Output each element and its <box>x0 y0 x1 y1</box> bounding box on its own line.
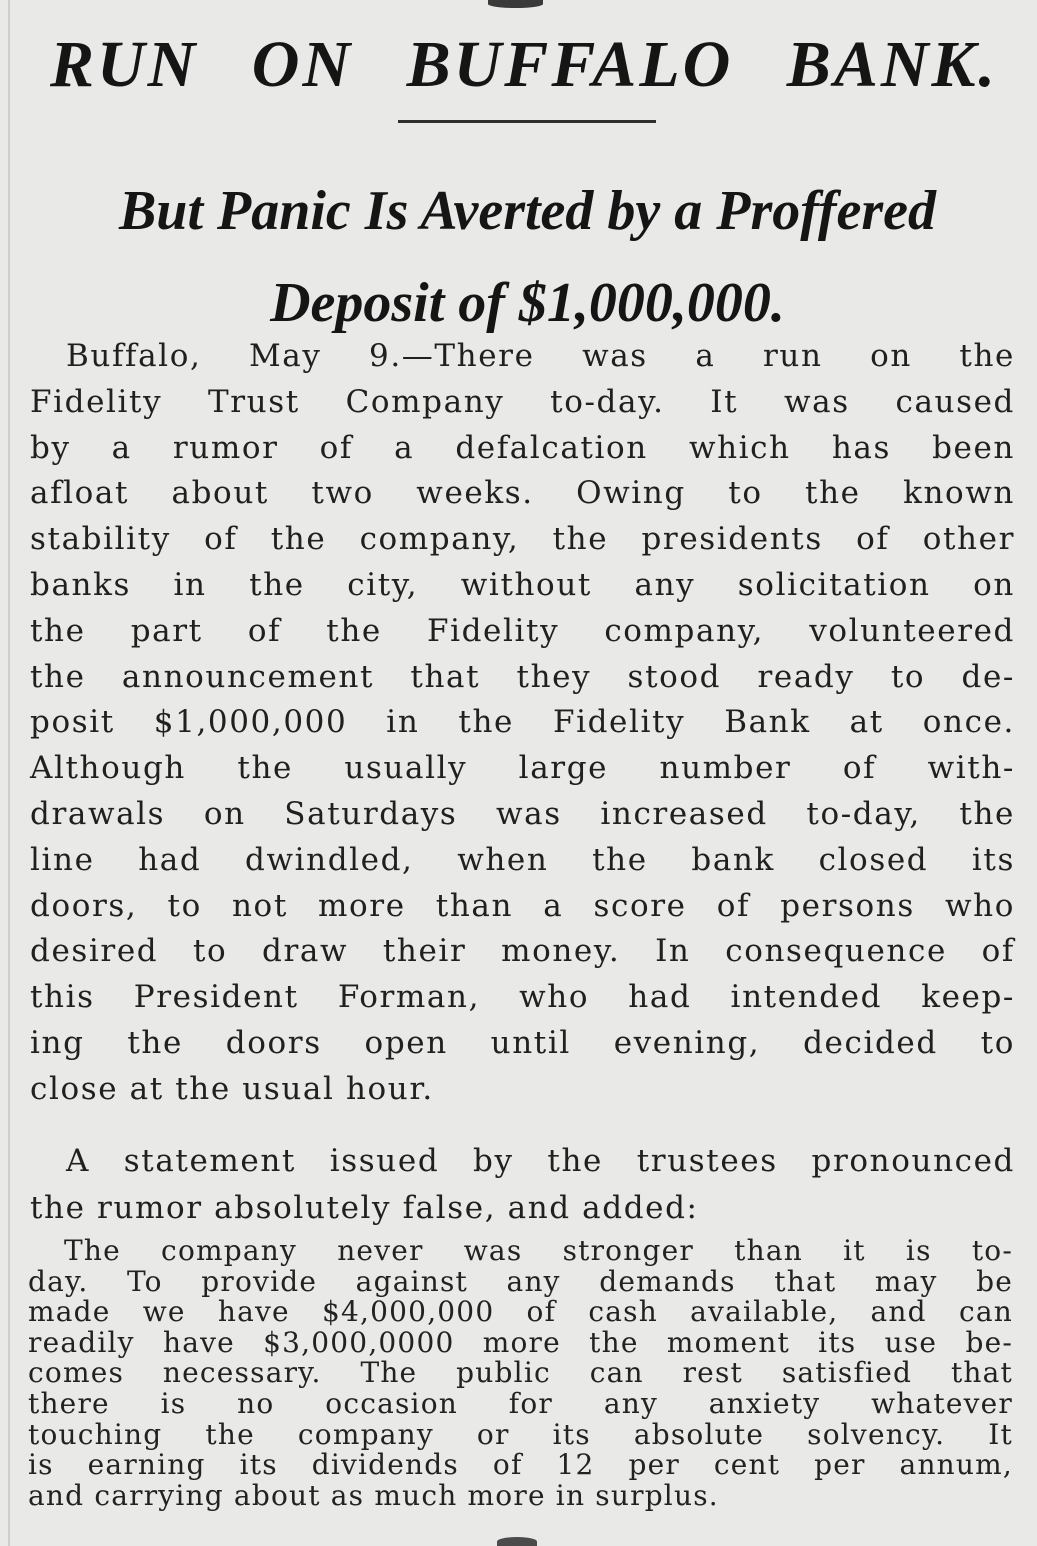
quote-line: is earning its dividends of 12 per cent per annum, <box>28 1448 1013 1482</box>
text-line: Although the usually large number of with- <box>30 750 1015 787</box>
quote-line: readily have $3,000,0000 more the moment its use be- <box>28 1325 1013 1359</box>
quote-line: there is no occasion for any anxiety whatever <box>28 1386 1013 1420</box>
trustees-quote <box>28 1236 1013 1511</box>
subhead-line: But Panic Is Averted by a Proffered <box>118 180 937 242</box>
text-line: banks in the city, without any solicitation on <box>30 566 1015 603</box>
text-line: close at the usual hour. <box>30 1070 434 1107</box>
bottom-ornament <box>497 1537 537 1546</box>
text-line: ing the doors open until evening, decided to <box>30 1024 1015 1061</box>
text-line: A statement issued by the trustees pronounced <box>66 1143 1015 1179</box>
quote-line: day. To provide against any demands that may be <box>28 1264 1013 1298</box>
quote-line: The company never was stronger than it is to- <box>64 1234 1013 1267</box>
text-line: Buffalo, May 9.—There was a run on the <box>66 338 1015 374</box>
column-rule <box>8 0 10 1546</box>
paragraph-statement <box>30 1138 1015 1232</box>
text-line: the rumor absolutely false, and added: <box>30 1190 699 1226</box>
text-line: Fidelity Trust Company to-day. It was caused <box>30 383 1015 420</box>
subhead-line: Deposit of $1,000,000. <box>270 272 785 334</box>
text-line: line had dwindled, when the bank closed its <box>30 841 1015 878</box>
text-line: drawals on Saturdays was increased to-day, the <box>30 795 1015 832</box>
text-line: by a rumor of a defalcation which has been <box>30 429 1015 466</box>
top-ornament <box>488 0 543 8</box>
text-line: posit $1,000,000 in the Fidelity Bank at once. <box>30 704 1015 741</box>
headline-divider <box>398 120 656 123</box>
text-line: the part of the Fidelity company, volunteered <box>30 612 1015 649</box>
text-line: stability of the company, the presidents of other <box>30 521 1015 558</box>
text-line: the announcement that they stood ready to de- <box>30 658 1015 695</box>
headline: RUN ON BUFFALO BANK. <box>49 28 999 101</box>
text-line: doors, to not more than a score of persons who <box>30 887 1015 924</box>
quote-line: touching the company or its absolute solvency. It <box>28 1417 1013 1451</box>
paragraph-dispatch <box>30 334 1015 1113</box>
quote-line: and carrying about as much more in surplus. <box>28 1478 719 1512</box>
quote-line: comes necessary. The public can rest satisfied that <box>28 1356 1013 1390</box>
text-line: desired to draw their money. In consequence of <box>30 933 1015 970</box>
quote-line: made we have $4,000,000 of cash available, and can <box>28 1295 1013 1329</box>
subheadline <box>30 165 1025 349</box>
text-line: this President Forman, who had intended keep- <box>30 979 1015 1016</box>
text-line: afloat about two weeks. Owing to the known <box>30 475 1015 512</box>
